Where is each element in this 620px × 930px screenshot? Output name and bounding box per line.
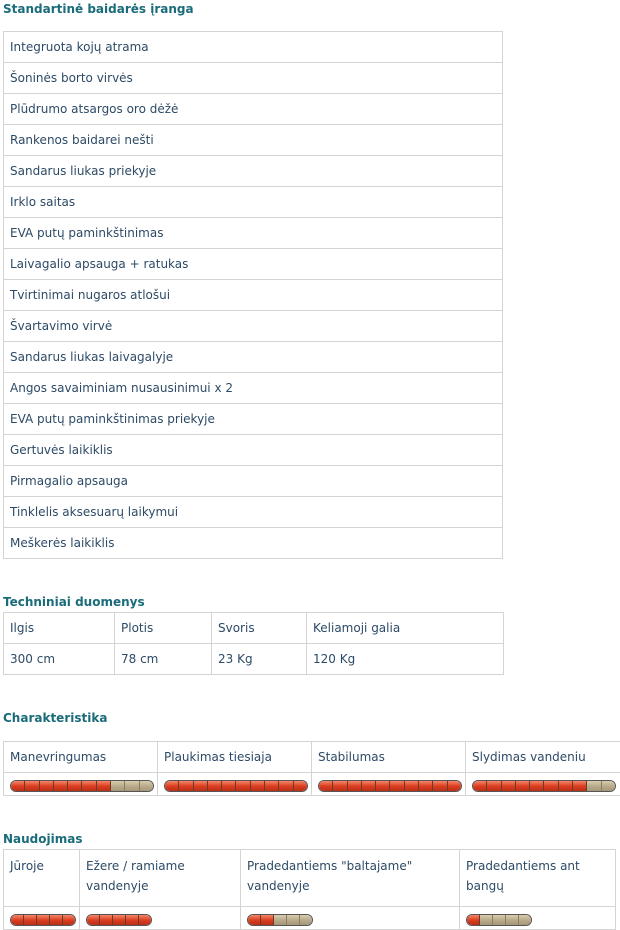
table-header-row (4, 742, 620, 773)
rating-segment-empty (274, 915, 287, 925)
stability-rating-bar (318, 780, 462, 792)
equipment-item: Rankenos baidarei nešti (4, 125, 503, 156)
rating-segment-filled (467, 915, 480, 925)
rating-segment-filled (433, 781, 447, 791)
equipment-item: Meškerės laikiklis (4, 528, 503, 559)
equipment-item: EVA putų paminkštinimas (4, 218, 503, 249)
rating-segment-filled (87, 915, 100, 925)
rating-segment-filled (208, 781, 222, 791)
rating-segment-empty (300, 915, 312, 925)
table-header-row (4, 613, 504, 644)
rating-segment-filled (248, 915, 261, 925)
rating-segment-empty (125, 781, 139, 791)
rating-segment-empty (493, 915, 506, 925)
equipment-item: Plūdrumo atsargos oro dėžė (4, 94, 503, 125)
rating-segment-filled (100, 915, 113, 925)
capacity-value: 120 Kg (307, 644, 504, 675)
rating-segment-filled (261, 915, 274, 925)
length-header: Ilgis (4, 613, 115, 644)
equipment-item: Angos savaiminiam nusausinimui x 2 (4, 373, 503, 404)
rating-segment-filled (376, 781, 390, 791)
rating-segment-filled (516, 781, 530, 791)
rating-segment-filled (126, 915, 139, 925)
length-value: 300 cm (4, 644, 115, 675)
equipment-title: Standartinė baidarės įranga (3, 1, 194, 17)
rating-row (4, 773, 620, 796)
rating-segment-empty (587, 781, 601, 791)
table-row (4, 125, 503, 156)
table-row (4, 404, 503, 435)
rating-segment-filled (502, 781, 516, 791)
rating-segment-filled (63, 915, 75, 925)
equipment-item: Sandarus liukas laivagalyje (4, 342, 503, 373)
equipment-item: Laivagalio apsauga + ratukas (4, 249, 503, 280)
equipment-item: Sandarus liukas priekyje (4, 156, 503, 187)
rating-segment-filled (11, 915, 24, 925)
rating-segment-filled (333, 781, 347, 791)
equipment-item: Švartavimo virvė (4, 311, 503, 342)
capacity-header: Keliamoji galia (307, 613, 504, 644)
rating-row (4, 907, 616, 930)
rating-segment-filled (24, 915, 37, 925)
rating-segment-filled (362, 781, 376, 791)
rating-segment-filled (573, 781, 587, 791)
rating-segment-empty (287, 915, 300, 925)
table-row (4, 249, 503, 280)
table-row (4, 32, 503, 63)
rating-segment-filled (544, 781, 558, 791)
table-row (4, 311, 503, 342)
rating-segment-filled (37, 915, 50, 925)
glide-label: Slydimas vandeniu (466, 742, 620, 773)
rating-segment-filled (25, 781, 39, 791)
table-row (4, 644, 504, 675)
rating-segment-filled (405, 781, 419, 791)
characteristics-table (3, 741, 620, 796)
equipment-item: Integruota kojų atrama (4, 32, 503, 63)
rating-segment-filled (54, 781, 68, 791)
whitewater-label: Pradedantiems "baltajame" vandenyje (241, 850, 460, 907)
rating-segment-empty (480, 915, 493, 925)
rating-segment-filled (251, 781, 265, 791)
table-row (4, 156, 503, 187)
characteristics-title: Charakteristika (3, 710, 107, 726)
rating-segment-filled (473, 781, 487, 791)
glide-rating-bar (472, 780, 616, 792)
lake-rating-bar (86, 914, 152, 926)
sea-rating-bar (10, 914, 76, 926)
table-header-row (4, 850, 616, 907)
equipment-table (3, 31, 503, 559)
rating-segment-filled (194, 781, 208, 791)
rating-segment-filled (82, 781, 96, 791)
weight-value: 23 Kg (212, 644, 307, 675)
table-row (4, 466, 503, 497)
rating-segment-filled (11, 781, 25, 791)
stability-label: Stabilumas (312, 742, 466, 773)
tracking-rating-bar (164, 780, 308, 792)
rating-segment-filled (165, 781, 179, 791)
rating-segment-filled (139, 915, 151, 925)
equipment-item: Gertuvės laikiklis (4, 435, 503, 466)
table-row (4, 187, 503, 218)
whitewater-rating-bar (247, 914, 313, 926)
waves-rating-bar (466, 914, 532, 926)
technical-table (3, 612, 504, 675)
rating-segment-filled (40, 781, 54, 791)
lake-label: Ežere / ramiame vandenyje (80, 850, 241, 907)
rating-segment-filled (559, 781, 573, 791)
equipment-item: EVA putų paminkštinimas priekyje (4, 404, 503, 435)
rating-segment-empty (519, 915, 531, 925)
equipment-item: Tinklelis aksesuarų laikymui (4, 497, 503, 528)
rating-segment-filled (222, 781, 236, 791)
table-row (4, 280, 503, 311)
rating-segment-filled (50, 915, 63, 925)
rating-segment-empty (506, 915, 519, 925)
maneuverability-label: Manevringumas (4, 742, 158, 773)
rating-segment-filled (265, 781, 279, 791)
usage-table (3, 849, 616, 930)
tracking-label: Plaukimas tiesiaja (158, 742, 312, 773)
equipment-item: Tvirtinimai nugaros atlošui (4, 280, 503, 311)
rating-segment-empty (111, 781, 125, 791)
weight-header: Svoris (212, 613, 307, 644)
maneuverability-rating-bar (10, 780, 154, 792)
table-row (4, 528, 503, 559)
table-row (4, 373, 503, 404)
rating-segment-filled (68, 781, 82, 791)
rating-segment-filled (97, 781, 111, 791)
rating-segment-filled (448, 781, 461, 791)
technical-title: Techniniai duomenys (3, 594, 145, 610)
rating-segment-filled (390, 781, 404, 791)
equipment-item: Pirmagalio apsauga (4, 466, 503, 497)
width-value: 78 cm (115, 644, 212, 675)
rating-segment-filled (279, 781, 293, 791)
rating-segment-filled (319, 781, 333, 791)
width-header: Plotis (115, 613, 212, 644)
rating-segment-filled (179, 781, 193, 791)
rating-segment-filled (236, 781, 250, 791)
rating-segment-filled (294, 781, 307, 791)
table-row (4, 497, 503, 528)
table-row (4, 63, 503, 94)
equipment-item: Irklo saitas (4, 187, 503, 218)
table-row (4, 342, 503, 373)
rating-segment-filled (348, 781, 362, 791)
table-row (4, 218, 503, 249)
rating-segment-filled (419, 781, 433, 791)
table-row (4, 435, 503, 466)
rating-segment-filled (530, 781, 544, 791)
rating-segment-filled (113, 915, 126, 925)
rating-segment-empty (602, 781, 615, 791)
rating-segment-filled (487, 781, 501, 791)
waves-label: Pradedantiems ant bangų (460, 850, 616, 907)
usage-title: Naudojimas (3, 831, 83, 847)
equipment-item: Šoninės borto virvės (4, 63, 503, 94)
table-row (4, 94, 503, 125)
sea-label: Jūroje (4, 850, 80, 907)
rating-segment-empty (140, 781, 153, 791)
